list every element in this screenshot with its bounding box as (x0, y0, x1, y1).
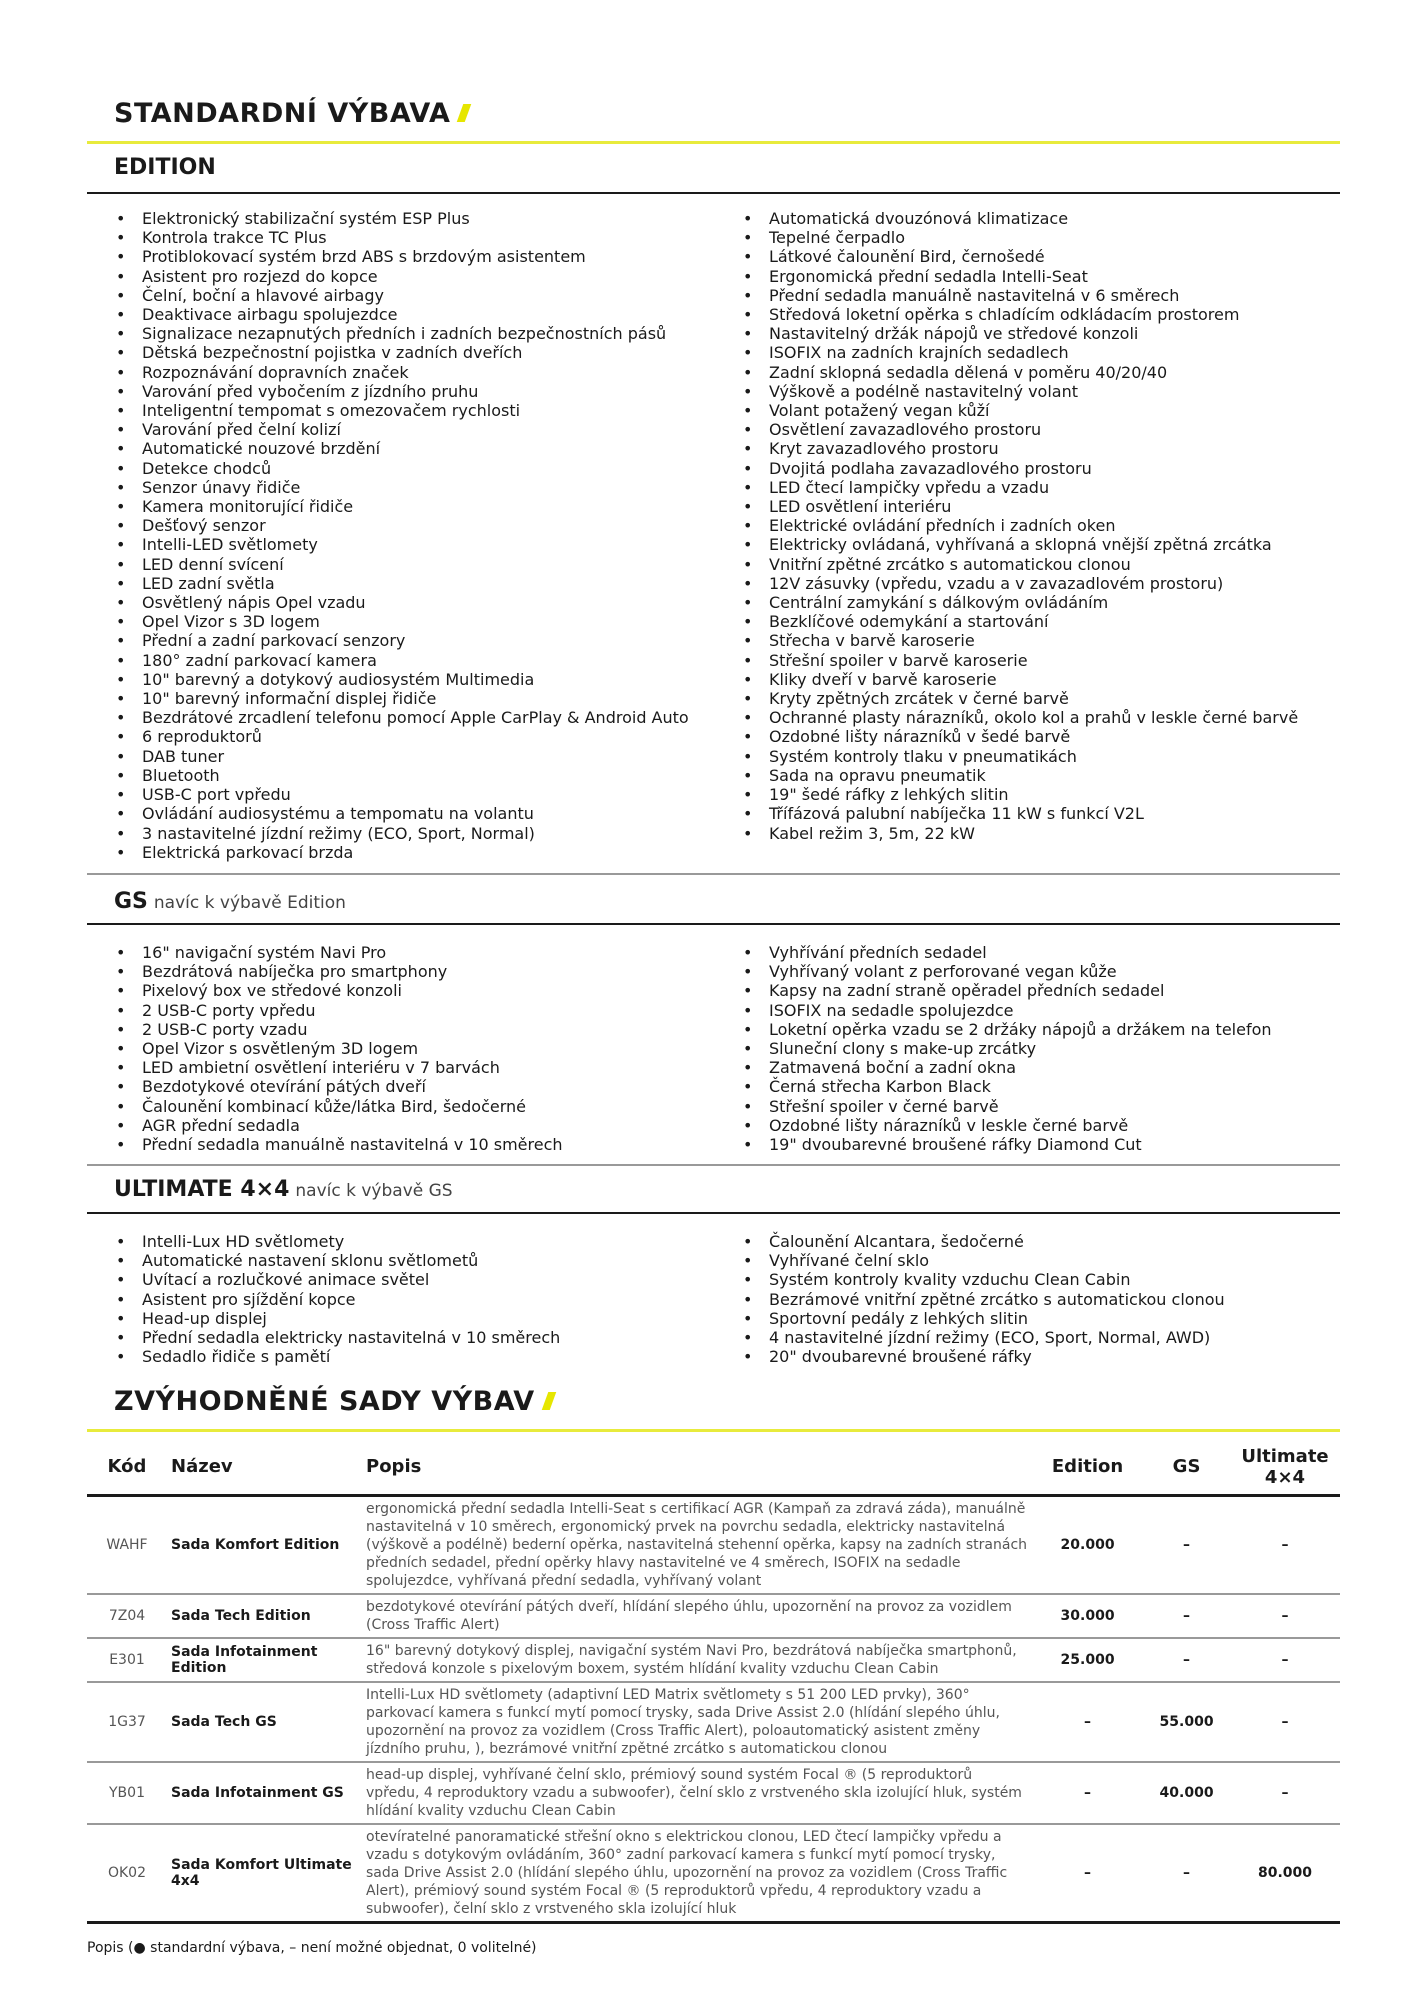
list-item: • LED čtecí lampičky vpředu a vzadu (743, 478, 1298, 497)
package-description: 16" barevný dotykový displej, navigační systém Navi Pro, bezdrátová nabíječka smartphonů, středová konzole s pixelovým boxem, systém hlídání kvality vzduchu Clean Cabin (362, 1638, 1032, 1682)
list-item: • Ozdobné lišty nárazníků v leskle černé barvě (743, 1116, 1272, 1135)
price-edition: 20.000 (1032, 1495, 1143, 1594)
package-description: Intelli-Lux HD světlomety (adaptivní LED Matrix světlomety s 51 200 LED prvky), 360° parkovací kamera s funkcí mytí pomocí trysky, sada Drive Assist 2.0 (hlídání slepého úhlu, upozornění na provoz za vozidlem (Cross Traffic Alert), poloautomatický asistent změny jízdního pruhu, ), bezrámové vnitřní zpětné zrcátko s automatickou clonou (362, 1682, 1032, 1762)
list-item: • Bezklíčové odemykání a startování (743, 612, 1298, 631)
price-gs: – (1143, 1594, 1230, 1638)
divider (87, 923, 1340, 925)
list-item: • Střešní spoiler v barvě karoserie (743, 651, 1298, 670)
list-item: • USB-C port vpředu (116, 785, 689, 804)
list-item: • Centrální zamykání s dálkovým ovládáním (743, 593, 1298, 612)
price-gs: – (1143, 1824, 1230, 1923)
list-item: • Čalounění kombinací kůže/látka Bird, šedočerné (116, 1097, 563, 1116)
list-item: • Head-up displej (116, 1309, 560, 1328)
list-item: • Volant potažený vegan kůží (743, 401, 1298, 420)
list-item: • Dětská bezpečnostní pojistka v zadních dveřích (116, 343, 689, 362)
list-item: • Ochranné plasty nárazníků, okolo kol a prahů v leskle černé barvě (743, 708, 1298, 727)
package-code: E301 (87, 1638, 167, 1682)
list-item: • Elektrické ovládání předních i zadních oken (743, 516, 1298, 535)
list-item: • Intelli-Lux HD světlomety (116, 1232, 560, 1251)
list-item: • Deaktivace airbagu spolujezdce (116, 305, 689, 324)
divider (87, 192, 1340, 194)
price-ultimate: – (1230, 1638, 1340, 1682)
price-edition: – (1032, 1824, 1143, 1923)
list-item: • Intelli-LED světlomety (116, 535, 689, 554)
package-name: Sada Komfort Ultimate 4x4 (167, 1824, 362, 1923)
list-item: • 10" barevný a dotykový audiosystém Multimedia (116, 670, 689, 689)
price-edition: 25.000 (1032, 1638, 1143, 1682)
gs-list-left (116, 943, 563, 1154)
list-item: • 4 nastavitelné jízdní režimy (ECO, Sport, Normal, AWD) (743, 1328, 1225, 1347)
list-item: • Sedadlo řidiče s pamětí (116, 1347, 560, 1366)
section-title-ultimate: ULTIMATE 4×4 navíc k výbavě GS (114, 1177, 453, 1202)
list-item: • Tepelné čerpadlo (743, 228, 1298, 247)
list-item: • LED ambietní osvětlení interiéru v 7 barvách (116, 1058, 563, 1077)
package-name: Sada Tech GS (167, 1682, 362, 1762)
list-item: • Ovládání audiosystému a tempomatu na volantu (116, 804, 689, 823)
list-item: • 2 USB-C porty vpředu (116, 1001, 563, 1020)
list-item: • Zatmavená boční a zadní okna (743, 1058, 1272, 1077)
list-item: • Střešní spoiler v černé barvě (743, 1097, 1272, 1116)
col-description: Popis (362, 1440, 1032, 1495)
list-item: • Výškově a podélně nastavitelný volant (743, 382, 1298, 401)
list-item: • Systém kontroly tlaku v pneumatikách (743, 747, 1298, 766)
divider (87, 1212, 1340, 1214)
package-code: 7Z04 (87, 1594, 167, 1638)
package-code: WAHF (87, 1495, 167, 1594)
list-item: • Pixelový box ve středové konzoli (116, 981, 563, 1000)
list-item: • Střecha v barvě karoserie (743, 631, 1298, 650)
list-item: • Elektronický stabilizační systém ESP Plus (116, 209, 689, 228)
list-item: • Zadní sklopná sedadla dělená v poměru 40/20/40 (743, 363, 1298, 382)
table-row (87, 1682, 1340, 1762)
divider (87, 141, 1340, 144)
packages-table (87, 1440, 1340, 1924)
list-item: • Čelní, boční a hlavové airbagy (116, 286, 689, 305)
list-item: • 12V zásuvky (vpředu, vzadu a v zavazadlovém prostoru) (743, 574, 1298, 593)
package-name: Sada Infotainment Edition (167, 1638, 362, 1682)
package-code: YB01 (87, 1762, 167, 1824)
col-code: Kód (87, 1440, 167, 1495)
list-item: • Automatické nastavení sklonu světlometů (116, 1251, 560, 1270)
list-item: • 2 USB-C porty vzadu (116, 1020, 563, 1039)
col-ultimate: Ultimate 4×4 (1230, 1440, 1340, 1495)
list-item: • Bezdotykové otevírání pátých dveří (116, 1077, 563, 1096)
edition-list-left (116, 209, 689, 862)
price-ultimate: – (1230, 1682, 1340, 1762)
price-gs: 55.000 (1143, 1682, 1230, 1762)
list-item: • Systém kontroly kvality vzduchu Clean Cabin (743, 1270, 1225, 1289)
list-item: • Čalounění Alcantara, šedočerné (743, 1232, 1225, 1251)
list-item: • Přední sedadla elektricky nastavitelná v 10 směrech (116, 1328, 560, 1347)
list-item: • Osvětlení zavazadlového prostoru (743, 420, 1298, 439)
col-name: Název (167, 1440, 362, 1495)
price-edition: 30.000 (1032, 1594, 1143, 1638)
list-item: • 20" dvoubarevné broušené ráfky (743, 1347, 1225, 1366)
legend-note: Popis (● standardní výbava, – není možné objednat, 0 volitelné) (87, 1940, 537, 1956)
gs-list-right (743, 943, 1272, 1154)
list-item: • 16" navigační systém Navi Pro (116, 943, 563, 962)
list-item: • Černá střecha Karbon Black (743, 1077, 1272, 1096)
list-item: • Asistent pro sjíždění kopce (116, 1290, 560, 1309)
list-item: • Vyhřívaný volant z perforované vegan kůže (743, 962, 1272, 981)
col-edition: Edition (1032, 1440, 1143, 1495)
list-item: • Rozpoznávání dopravních značek (116, 363, 689, 382)
list-item: • AGR přední sedadla (116, 1116, 563, 1135)
price-edition: – (1032, 1682, 1143, 1762)
list-item: • Středová loketní opěrka s chladícím odkládacím prostorem (743, 305, 1298, 324)
list-item: • LED zadní světla (116, 574, 689, 593)
list-item: • 19" dvoubarevné broušené ráfky Diamond Cut (743, 1135, 1272, 1154)
list-item: • Bezrámové vnitřní zpětné zrcátko s automatickou clonou (743, 1290, 1225, 1309)
list-item: • Varování před vybočením z jízdního pruhu (116, 382, 689, 401)
price-ultimate: – (1230, 1594, 1340, 1638)
price-gs: – (1143, 1638, 1230, 1682)
slash-accent-icon (457, 104, 472, 122)
packages-title: ZVÝHODNĚNÉ SADY VÝBAV (114, 1386, 553, 1417)
list-item: • LED osvětlení interiéru (743, 497, 1298, 516)
price-gs: – (1143, 1495, 1230, 1594)
package-description: head-up displej, vyhřívané čelní sklo, prémiový sound systém Focal ® (5 reproduktorů vpředu, 4 reproduktory vzadu a subwoofer), čelní sklo z vrstveného skla izolující hluk, systém hlídání kvality vzduchu Clean Cabin (362, 1762, 1032, 1824)
price-ultimate: 80.000 (1230, 1824, 1340, 1923)
package-description: bezdotykové otevírání pátých dveří, hlídání slepého úhlu, upozornění na provoz za vozidlem (Cross Traffic Alert) (362, 1594, 1032, 1638)
list-item: • Dešťový senzor (116, 516, 689, 535)
list-item: • Detekce chodců (116, 459, 689, 478)
list-item: • Látkové čalounění Bird, černošedé (743, 247, 1298, 266)
list-item: • DAB tuner (116, 747, 689, 766)
ultimate-list-right (743, 1232, 1225, 1366)
list-item: • Varování před čelní kolizí (116, 420, 689, 439)
list-item: • 180° zadní parkovací kamera (116, 651, 689, 670)
list-item: • Ergonomická přední sedadla Intelli-Seat (743, 267, 1298, 286)
list-item: • Protiblokovací systém brzd ABS s brzdovým asistentem (116, 247, 689, 266)
list-item: • Automatická dvouzónová klimatizace (743, 209, 1298, 228)
list-item: • Kliky dveří v barvě karoserie (743, 670, 1298, 689)
list-item: • Třífázová palubní nabíječka 11 kW s funkcí V2L (743, 804, 1298, 823)
table-row (87, 1638, 1340, 1682)
divider (87, 1429, 1340, 1432)
list-item: • Osvětlený nápis Opel vzadu (116, 593, 689, 612)
price-edition: – (1032, 1762, 1143, 1824)
list-item: • Sluneční clony s make-up zrcátky (743, 1039, 1272, 1058)
list-item: • LED denní svícení (116, 555, 689, 574)
edition-list-right (743, 209, 1298, 843)
list-item: • Přední a zadní parkovací senzory (116, 631, 689, 650)
list-item: • Sada na opravu pneumatik (743, 766, 1298, 785)
price-ultimate: – (1230, 1762, 1340, 1824)
list-item: • Kryt zavazadlového prostoru (743, 439, 1298, 458)
list-item: • Kontrola trakce TC Plus (116, 228, 689, 247)
list-item: • Kapsy na zadní straně opěradel předních sedadel (743, 981, 1272, 1000)
section-title-gs: GS navíc k výbavě Edition (114, 889, 346, 914)
table-row (87, 1762, 1340, 1824)
package-name: Sada Komfort Edition (167, 1495, 362, 1594)
list-item: • Senzor únavy řidiče (116, 478, 689, 497)
list-item: • Elektrická parkovací brzda (116, 843, 689, 862)
list-item: • Opel Vizor s 3D logem (116, 612, 689, 631)
list-item: • Opel Vizor s osvětleným 3D logem (116, 1039, 563, 1058)
package-description: otevíratelné panoramatické střešní okno s elektrickou clonou, LED čtecí lampičky vpředu a vzadu s dotykovým ovládáním, 360° zadní parkovací kamera s funkcí mytí pomocí trysky, sada Drive Assist 2.0 (hlídání slepého úhlu, upozornění na provoz za vozidlem (Cross Traffic Alert), prémiový sound systém Focal ® (5 reproduktorů vpředu, 4 reproduktory vzadu a subwoofer), čelní sklo z vrstveného skla izolující hluk (362, 1824, 1032, 1923)
list-item: • Ozdobné lišty nárazníků v šedé barvě (743, 727, 1298, 746)
divider (87, 1164, 1340, 1166)
price-ultimate: – (1230, 1495, 1340, 1594)
list-item: • Dvojitá podlaha zavazadlového prostoru (743, 459, 1298, 478)
list-item: • Signalizace nezapnutých předních i zadních bezpečnostních pásů (116, 324, 689, 343)
list-item: • Přední sedadla manuálně nastavitelná v 10 směrech (116, 1135, 563, 1154)
slash-accent-icon (541, 1392, 556, 1410)
list-item: • 3 nastavitelné jízdní režimy (ECO, Sport, Normal) (116, 824, 689, 843)
divider (87, 873, 1340, 875)
price-gs: 40.000 (1143, 1762, 1230, 1824)
list-item: • Kamera monitorující řidiče (116, 497, 689, 516)
package-description: ergonomická přední sedadla Intelli-Seat s certifikací AGR (Kampaň za zdravá záda), manuálně nastavitelná v 10 směrech, ergonomický prvek na povrchu sedadla, elektricky nastavitelná (výškově a podélně) bederní opěrka, nastavitelná stehenní opěrka, kapsy na zadních stranách předních sedadel, přední opěrky hlavy nastavitelné ve 4 směrech, ISOFIX na sedadle spolujezdce, vyhřívaná přední sedadla, vyhřívaný volant (362, 1495, 1032, 1594)
list-item: • Kabel režim 3, 5m, 22 kW (743, 824, 1298, 843)
list-item: • Bluetooth (116, 766, 689, 785)
table-row (87, 1824, 1340, 1923)
list-item: • Vyhřívání předních sedadel (743, 943, 1272, 962)
package-name: Sada Tech Edition (167, 1594, 362, 1638)
list-item: • Nastavitelný držák nápojů ve středové konzoli (743, 324, 1298, 343)
table-row (87, 1594, 1340, 1638)
ultimate-list-left (116, 1232, 560, 1366)
package-code: 1G37 (87, 1682, 167, 1762)
list-item: • 19" šedé ráfky z lehkých slitin (743, 785, 1298, 804)
list-item: • Přední sedadla manuálně nastavitelná v 6 směrech (743, 286, 1298, 305)
list-item: • Bezdrátové zrcadlení telefonu pomocí Apple CarPlay & Android Auto (116, 708, 689, 727)
list-item: • Asistent pro rozjezd do kopce (116, 267, 689, 286)
list-item: • Loketní opěrka vzadu se 2 držáky nápojů a držákem na telefon (743, 1020, 1272, 1039)
list-item: • Elektricky ovládaná, vyhřívaná a sklopná vnější zpětná zrcátka (743, 535, 1298, 554)
table-row (87, 1495, 1340, 1594)
list-item: • Automatické nouzové brzdění (116, 439, 689, 458)
list-item: • Vnitřní zpětné zrcátko s automatickou clonou (743, 555, 1298, 574)
list-item: • ISOFIX na zadních krajních sedadlech (743, 343, 1298, 362)
list-item: • Kryty zpětných zrcátek v černé barvě (743, 689, 1298, 708)
col-gs: GS (1143, 1440, 1230, 1495)
package-name: Sada Infotainment GS (167, 1762, 362, 1824)
page-title: STANDARDNÍ VÝBAVA (114, 98, 468, 129)
list-item: • Inteligentní tempomat s omezovačem rychlosti (116, 401, 689, 420)
section-title-edition: EDITION (114, 155, 216, 180)
list-item: • 10" barevný informační displej řidiče (116, 689, 689, 708)
list-item: • Uvítací a rozlučkové animace světel (116, 1270, 560, 1289)
list-item: • Bezdrátová nabíječka pro smartphony (116, 962, 563, 981)
list-item: • Sportovní pedály z lehkých slitin (743, 1309, 1225, 1328)
table-header-row (87, 1440, 1340, 1495)
package-code: OK02 (87, 1824, 167, 1923)
list-item: • Vyhřívané čelní sklo (743, 1251, 1225, 1270)
list-item: • ISOFIX na sedadle spolujezdce (743, 1001, 1272, 1020)
list-item: • 6 reproduktorů (116, 727, 689, 746)
